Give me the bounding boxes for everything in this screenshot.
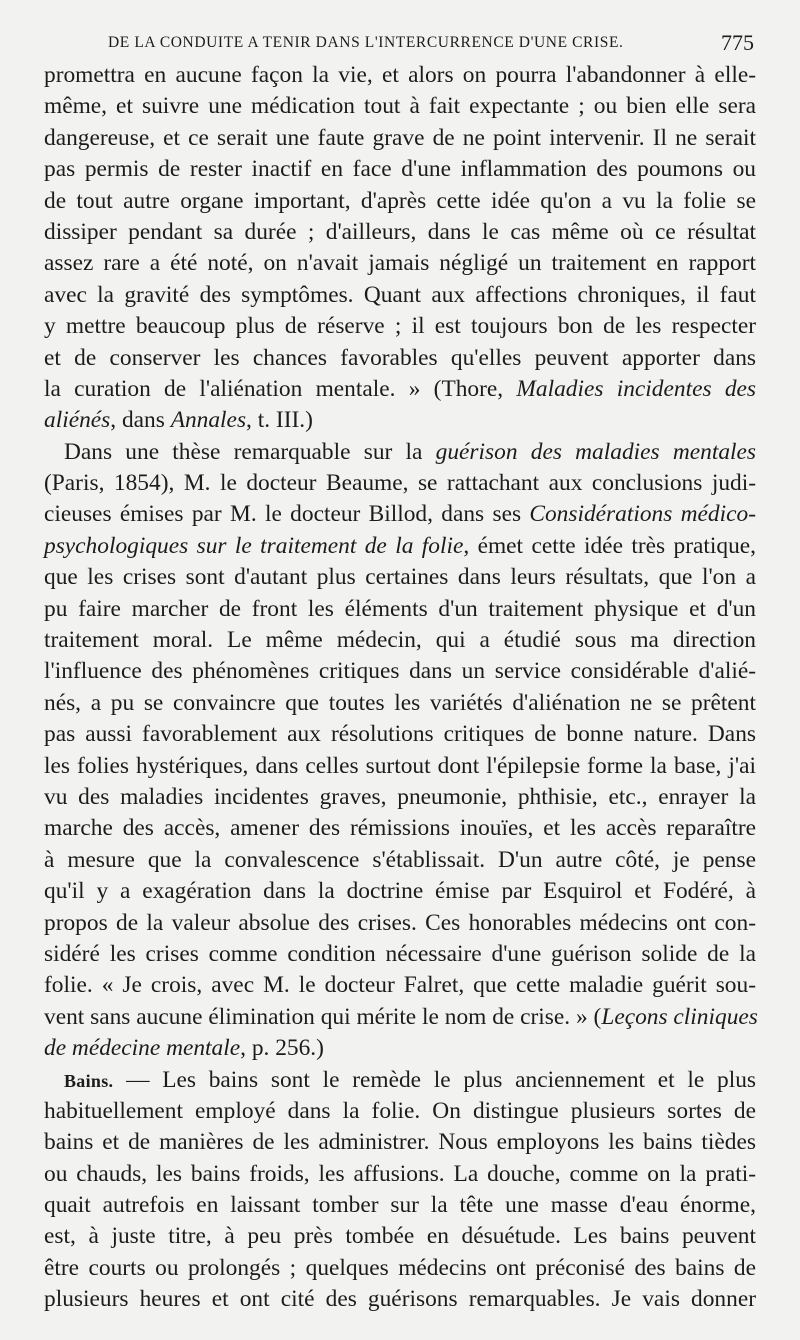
text-run: (Paris, 1854), M. le docteur Beaume, se rattachant aux conclusions judi- <box>44 470 756 497</box>
section-heading: Bains. <box>64 1070 114 1091</box>
text-run: , t. III.) <box>246 407 313 434</box>
text-run: plusieurs heures et ont cité des guérisons remarquables. Je vais donner <box>44 1286 756 1313</box>
text-run: Dans une thèse remarquable sur la <box>64 438 436 465</box>
text-run: psychologiques sur le traitement de la folie <box>44 532 464 559</box>
text-line <box>44 594 756 625</box>
text-run: nés, a pu se convaincre que toutes les variétés d'aliénation ne se prêtent <box>44 689 756 716</box>
text-line <box>44 751 756 782</box>
text-line <box>44 186 756 217</box>
text-run: guérison des maladies mentales <box>435 438 757 465</box>
text-run: même, et suivre une médication tout à fait expectante ; ou bien elle sera <box>44 93 756 120</box>
text-run: aliénés <box>44 407 111 434</box>
running-title: DE LA CONDUITE A TENIR DANS L'INTERCURRENCE D'UNE CRISE. <box>108 34 624 51</box>
running-header <box>108 30 754 55</box>
text-run: marche des accès, amener des rémissions inouïes, et les accès reparaître <box>44 815 756 842</box>
text-run: et de conserver les chances favorables qu'elles peuvent apporter dans <box>44 344 756 371</box>
text-line <box>44 1284 756 1315</box>
text-line <box>44 468 756 499</box>
text-run: Leçons cliniques <box>601 1003 758 1030</box>
text-line <box>44 343 756 374</box>
text-line <box>44 1096 756 1127</box>
text-run: Annales <box>170 407 247 434</box>
text-line <box>44 1127 756 1158</box>
text-line <box>44 1065 756 1096</box>
text-line <box>44 311 756 342</box>
text-run: Considérations médico- <box>529 501 756 528</box>
text-line <box>44 656 756 687</box>
text-run: avec la gravité des symptômes. Quant aux affections chroniques, il faut <box>44 281 756 308</box>
body-text <box>44 60 756 1316</box>
text-run: être courts ou prolongés ; quelques médecins ont préconisé des bains de <box>44 1254 756 1281</box>
text-line <box>44 154 756 185</box>
text-run: que les crises sont d'autant plus certaines dans leurs résultats, que l'on a <box>44 564 756 591</box>
text-run: promettra en aucune façon la vie, et alors on pourra l'abandonner à elle- <box>44 62 756 88</box>
text-run: folie. « Je crois, avec M. le docteur Falret, que cette maladie guérit sou- <box>44 972 756 999</box>
text-run: de tout autre organe important, d'après cette idée qu'on a vu la folie se <box>44 187 756 214</box>
text-run: est, à juste titre, à peu près tombée en désuétude. Les bains peuvent <box>44 1223 756 1250</box>
text-run: cieuses émises par M. le docteur Billod, dans ses <box>44 501 530 528</box>
text-run: traitement moral. Le même médecin, qui a étudié sous ma direction <box>44 627 756 654</box>
text-line <box>44 531 756 562</box>
text-line <box>44 813 756 844</box>
text-line <box>44 280 756 311</box>
text-line <box>44 374 756 405</box>
text-line <box>44 1190 756 1221</box>
text-run: pu faire marcher de front les éléments d'un traitement physique et d'un <box>44 595 756 622</box>
text-run: , dans <box>110 407 171 434</box>
text-line <box>44 876 756 907</box>
text-run: , p. 256.) <box>240 1035 324 1062</box>
text-line <box>44 437 756 468</box>
text-line <box>44 217 756 248</box>
text-line <box>44 625 756 656</box>
text-line <box>44 1159 756 1190</box>
text-run: dangereuse, et ce serait une faute grave de ne point intervenir. Il ne serait <box>44 124 756 151</box>
page-number: 775 <box>721 30 754 55</box>
text-line <box>44 405 756 436</box>
text-line <box>44 970 756 1001</box>
text-run: la curation de l'aliénation mentale. » (Thore, <box>44 375 517 402</box>
text-line <box>44 1221 756 1252</box>
text-line <box>44 782 756 813</box>
text-line <box>44 719 756 750</box>
text-run: bains et de manières de les administrer. Nous employons les bains tièdes <box>44 1129 756 1156</box>
text-run: l'influence des phénomènes critiques dans un service considérable d'alié- <box>44 658 756 685</box>
text-run: dissiper pendant sa durée ; d'ailleurs, dans le cas même où ce résultat <box>44 218 756 245</box>
text-run: propos de la valeur absolue des crises. Ces honorables médecins ont con- <box>44 909 756 936</box>
text-line <box>44 91 756 122</box>
text-line <box>44 248 756 279</box>
text-run: , émet cette idée très pratique, <box>463 532 756 559</box>
text-line <box>44 1002 756 1033</box>
text-run: ou chauds, les bains froids, les affusions. La douche, comme on la prati- <box>44 1160 756 1187</box>
text-run: qu'il y a exagération dans la doctrine émise par Esquirol et Fodéré, à <box>44 878 756 905</box>
text-line <box>44 1253 756 1284</box>
text-line <box>44 688 756 719</box>
text-line <box>44 845 756 876</box>
text-run: les folies hystériques, dans celles surtout dont l'épilepsie forme la base, j'ai <box>44 752 756 779</box>
text-run: de médecine mentale <box>44 1035 241 1062</box>
text-run: sidéré les crises comme condition nécessaire d'une guérison solide de la <box>44 940 756 967</box>
text-run: y mettre beaucoup plus de réserve ; il est toujours bon de les respecter <box>44 313 756 340</box>
text-run: — Les bains sont le remède le plus anciennement et le plus <box>113 1066 756 1093</box>
text-run: pas aussi favorablement aux résolutions critiques de bonne nature. Dans <box>44 721 756 748</box>
text-line <box>44 939 756 970</box>
text-line <box>44 60 756 91</box>
text-run: habituellement employé dans la folie. On distingue plusieurs sortes de <box>44 1097 756 1124</box>
text-run: quait autrefois en laissant tomber sur la tête une masse d'eau énorme, <box>44 1192 756 1219</box>
text-run: assez rare a été noté, on n'avait jamais négligé un traitement en rapport <box>44 250 756 277</box>
text-run: vu des maladies incidentes graves, pneumonie, phthisie, etc., enrayer la <box>44 783 756 810</box>
text-line <box>44 562 756 593</box>
text-line <box>44 499 756 530</box>
text-run: vent sans aucune élimination qui mérite le nom de crise. » ( <box>44 1003 602 1030</box>
text-run: pas permis de rester inactif en face d'une inflammation des poumons ou <box>44 156 756 183</box>
text-line <box>44 123 756 154</box>
text-run: Maladies incidentes des <box>516 375 757 402</box>
text-line <box>44 908 756 939</box>
text-run: à mesure que la convalescence s'établissait. D'un autre côté, je pense <box>44 846 756 873</box>
text-line <box>44 1033 756 1064</box>
